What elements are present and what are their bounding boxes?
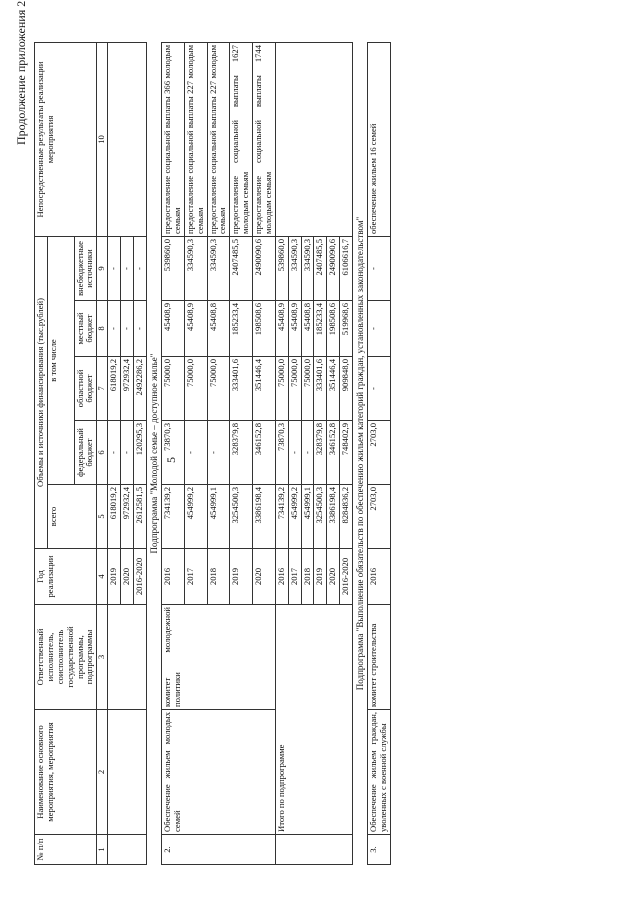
federal-cell: 346152,8 xyxy=(253,421,276,485)
local-cell: - xyxy=(121,301,134,357)
col-index: 8 xyxy=(97,301,108,357)
col-index: 3 xyxy=(97,605,108,710)
col-index: 2 xyxy=(97,710,108,835)
result-cell: обеспечение жильем 16 семей xyxy=(368,42,391,236)
subprogram-title: Подпрограмма "Выполнение обязательств по обеспечению жильем категорий граждан, установленных законодательством" xyxy=(353,42,368,864)
local-cell: - xyxy=(368,301,391,357)
local-cell: 45408,8 xyxy=(207,301,230,357)
subprogram-row xyxy=(146,42,161,864)
year-cell: 2018 xyxy=(207,549,230,605)
extra-cell: 334590,3 xyxy=(207,236,230,300)
federal-cell: 328379,8 xyxy=(230,421,253,485)
year-cell: 2018 xyxy=(301,549,314,605)
extra-cell: 334590,3 xyxy=(184,236,207,300)
year-cell: 2016-2020 xyxy=(340,549,353,605)
local-cell: 519968,6 xyxy=(340,301,353,357)
regional-cell: 75000,0 xyxy=(207,357,230,421)
col-index: 5 xyxy=(97,485,108,549)
result-cell: предоставление социальной выплаты 366 молодым семьям xyxy=(162,42,185,236)
table-row xyxy=(133,42,146,864)
local-cell: 45408,8 xyxy=(301,301,314,357)
year-cell: 2019 xyxy=(108,549,121,605)
local-cell: - xyxy=(108,301,121,357)
extra-cell: - xyxy=(108,236,121,300)
federal-cell: - xyxy=(121,421,134,485)
col-no-header: № п/п xyxy=(35,835,97,865)
regional-cell: 618019,2 xyxy=(108,357,121,421)
col-index: 7 xyxy=(97,357,108,421)
extra-cell: 2407485,5 xyxy=(314,236,327,300)
year-cell: 2019 xyxy=(314,549,327,605)
year-cell: 2016-2020 xyxy=(133,549,146,605)
federal-cell: 346152,8 xyxy=(327,421,340,485)
total-cell: 3254500,3 xyxy=(230,485,253,549)
table-row xyxy=(162,42,185,864)
federal-cell: 120295,3 xyxy=(133,421,146,485)
year-cell: 2017 xyxy=(288,549,301,605)
subprogram-title: Подпрограмма "Молодой семье – доступное жилье" xyxy=(146,42,161,864)
col-federal-header: федеральный бюджет xyxy=(74,421,97,485)
regional-cell: 972932,4 xyxy=(121,357,134,421)
col-year-header: Год реализации xyxy=(35,549,97,605)
total-cell: 972932,4 xyxy=(121,485,134,549)
extra-cell: - xyxy=(121,236,134,300)
col-funding-header: Объемы и источники финансирования (тыс.рублей) xyxy=(35,236,48,548)
item-number: 2. xyxy=(162,835,276,865)
regional-cell: 75000,0 xyxy=(275,357,288,421)
extra-cell: 334590,3 xyxy=(288,236,301,300)
col-local-header: местный бюджет xyxy=(74,301,97,357)
total-cell: 734139,2 xyxy=(275,485,288,549)
subtotal-label: Итого по подпрограмме xyxy=(275,605,352,835)
column-index-row xyxy=(97,42,108,864)
col-index: 1 xyxy=(97,835,108,865)
result-cell: предоставление социальной выплаты 1744 молодым семьям xyxy=(253,42,276,236)
local-cell: 185233,4 xyxy=(314,301,327,357)
local-cell: 198508,6 xyxy=(253,301,276,357)
regional-cell: 75000,0 xyxy=(184,357,207,421)
col-extra-header: внебюджетные источники xyxy=(74,236,97,300)
col-index: 6 xyxy=(97,421,108,485)
table-row xyxy=(275,42,288,864)
result-cell: предоставление социальной выплаты 227 молодым семьям xyxy=(184,42,207,236)
extra-cell: 539860,0 xyxy=(275,236,288,300)
total-cell: 2612581,5 xyxy=(133,485,146,549)
col-name-header: Наименование основного мероприятия, мероприятия xyxy=(35,710,97,835)
local-cell: - xyxy=(133,301,146,357)
col-index: 9 xyxy=(97,236,108,300)
item-executor: комитет молодежной политики xyxy=(162,605,276,710)
col-results-header: Непосредственные результаты реализации мероприятия xyxy=(35,42,97,236)
total-cell: 8284836,2 xyxy=(340,485,353,549)
result-cell: предоставление социальной выплаты 1627 молодым семьям xyxy=(230,42,253,236)
regional-cell: 75000,0 xyxy=(288,357,301,421)
federal-cell: - xyxy=(108,421,121,485)
federal-cell: - xyxy=(301,421,314,485)
total-cell: 618019,2 xyxy=(108,485,121,549)
regional-cell: 333401,6 xyxy=(314,357,327,421)
year-cell: 2017 xyxy=(184,549,207,605)
funding-table xyxy=(34,43,391,865)
result-cell: предоставление социальной выплаты 227 молодым семьям xyxy=(207,42,230,236)
extra-cell: 334590,3 xyxy=(301,236,314,300)
extra-cell: 2407485,5 xyxy=(230,236,253,300)
regional-cell: 351446,4 xyxy=(327,357,340,421)
total-cell: 2703,0 xyxy=(368,485,391,549)
total-cell: 454999,2 xyxy=(288,485,301,549)
header-row-1 xyxy=(35,42,48,864)
col-total-header: всего xyxy=(47,485,96,549)
extra-cell: 2490090,6 xyxy=(253,236,276,300)
regional-cell: 333401,6 xyxy=(230,357,253,421)
year-cell: 2020 xyxy=(121,549,134,605)
federal-cell: 328379,8 xyxy=(314,421,327,485)
table-row xyxy=(368,42,391,864)
table-row xyxy=(108,42,121,864)
page-number: 5 xyxy=(164,457,178,463)
col-index: 10 xyxy=(97,42,108,236)
item-name: Обеспечение жильем граждан, уволенных с военной службы xyxy=(368,710,391,835)
total-cell: 734139,2 xyxy=(162,485,185,549)
col-regional-header: областной бюджет xyxy=(74,357,97,421)
local-cell: 45408,9 xyxy=(162,301,185,357)
extra-cell: - xyxy=(133,236,146,300)
col-executor-header: Ответственный исполнитель, соисполнитель государственной программы, подпрограммы xyxy=(35,605,97,710)
year-cell: 2019 xyxy=(230,549,253,605)
regional-cell: 2492286,2 xyxy=(133,357,146,421)
local-cell: 45408,9 xyxy=(275,301,288,357)
extra-cell: - xyxy=(368,236,391,300)
extra-cell: 6106616,7 xyxy=(340,236,353,300)
year-cell: 2016 xyxy=(275,549,288,605)
total-cell: 3386198,4 xyxy=(327,485,340,549)
year-cell: 2016 xyxy=(162,549,185,605)
total-cell: 454999,1 xyxy=(207,485,230,549)
local-cell: 45408,9 xyxy=(184,301,207,357)
col-incl-header: в том числе xyxy=(47,236,74,484)
regional-cell: - xyxy=(368,357,391,421)
total-cell: 454999,2 xyxy=(184,485,207,549)
total-cell: 454999,1 xyxy=(301,485,314,549)
extra-cell: 2490090,6 xyxy=(327,236,340,300)
federal-cell: 748402,9 xyxy=(340,421,353,485)
local-cell: 185233,4 xyxy=(230,301,253,357)
federal-cell: - xyxy=(184,421,207,485)
federal-cell: 73870,3 xyxy=(162,421,185,485)
total-cell: 3386198,4 xyxy=(253,485,276,549)
regional-cell: 75000,0 xyxy=(301,357,314,421)
table-row xyxy=(121,42,134,864)
extra-cell: 539860,0 xyxy=(162,236,185,300)
regional-cell: 909848,0 xyxy=(340,357,353,421)
regional-cell: 351446,4 xyxy=(253,357,276,421)
local-cell: 198508,6 xyxy=(327,301,340,357)
continuation-heading: Продолжение приложения 2 xyxy=(14,0,28,145)
year-cell: 2016 xyxy=(368,549,391,605)
item-executor: комитет строительства xyxy=(368,605,391,710)
regional-cell: 75000,0 xyxy=(162,357,185,421)
federal-cell: - xyxy=(288,421,301,485)
subprogram-row xyxy=(353,42,368,864)
local-cell: 45408,9 xyxy=(288,301,301,357)
col-index: 4 xyxy=(97,549,108,605)
federal-cell: - xyxy=(207,421,230,485)
federal-cell: 73870,3 xyxy=(275,421,288,485)
item-number: 3. xyxy=(368,835,391,865)
item-name: Обеспечение жильем молодых семей xyxy=(162,710,276,835)
year-cell: 2020 xyxy=(253,549,276,605)
total-cell: 3254500,3 xyxy=(314,485,327,549)
federal-cell: 2703,0 xyxy=(368,421,391,485)
year-cell: 2020 xyxy=(327,549,340,605)
